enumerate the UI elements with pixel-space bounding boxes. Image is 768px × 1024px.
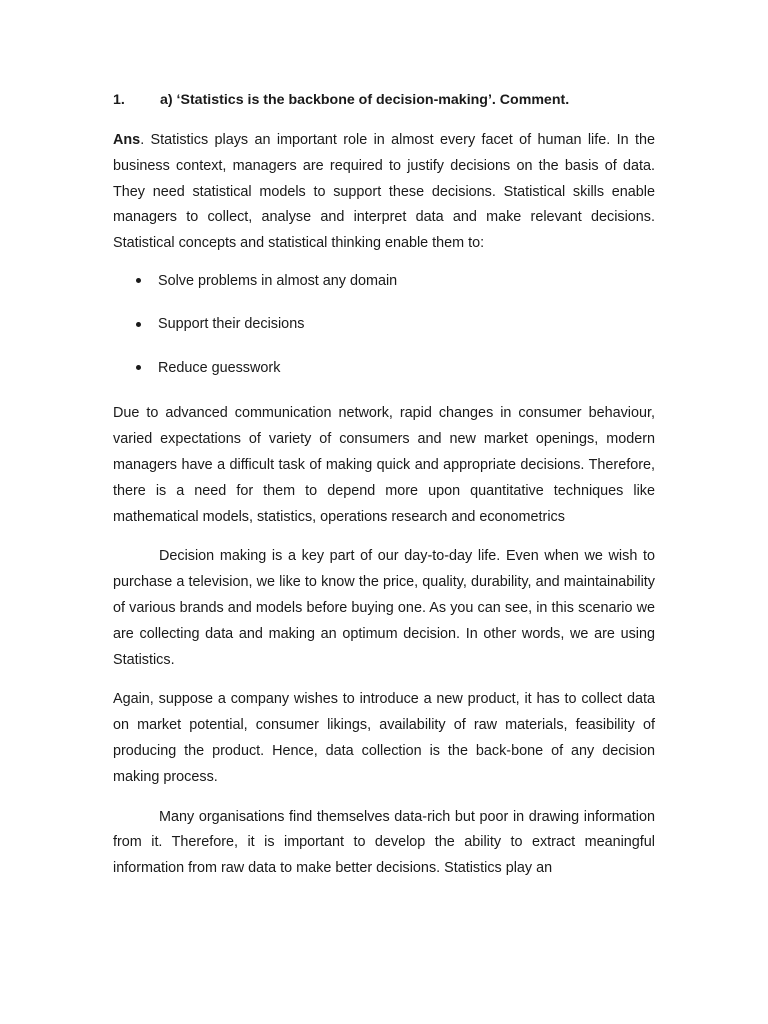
bullet-icon xyxy=(136,322,141,327)
body-paragraph: Decision making is a key part of our day-to-day life. Even when we wish to purchase a television, we like to know the price, quality, durability, and maintainability of various brands and models before buying one. As you can see, in this scenario we are collecting data and making an optimum decision. In other words, we are using Statistics. xyxy=(113,548,655,668)
answer-intro-paragraph xyxy=(113,128,655,257)
list-item-text: Reduce guesswork xyxy=(158,359,281,376)
question-heading xyxy=(113,90,655,110)
list-item-text: Solve problems in almost any domain xyxy=(158,272,398,289)
list-item xyxy=(113,358,655,378)
body-paragraph: Due to advanced communication network, rapid changes in consumer behaviour, varied expectations of variety of consumers and new market openings, modern managers have a difficult task of making quick and appropriate decisions. Therefore, there is a need for them to depend more upon quantitative techniques like mathematical models, statistics, operations research and econometrics xyxy=(113,405,655,525)
bullet-icon xyxy=(136,365,141,370)
question-text: a) ‘Statistics is the backbone of decision-making’. Comment. xyxy=(160,92,570,108)
list-item xyxy=(113,314,655,334)
body-paragraph: Many organisations find themselves data-rich but poor in drawing information from it. Therefore, it is important to develop the ability to extract meaningful information from raw data to make better decisions. Statistics play an xyxy=(113,808,655,877)
question-number: 1. xyxy=(113,92,125,108)
answer-intro-text: . Statistics plays an important role in almost every facet of human life. In the business context, managers are required to justify decisions on the basis of data. They need statistical models to support these decisions. Statistical skills enable managers to collect, analyse and interpret data and make relevant decisions. Statistical concepts and statistical thinking enable them to: xyxy=(113,132,655,252)
bullet-list xyxy=(113,271,655,378)
list-item xyxy=(113,271,655,291)
body-paragraph: Again, suppose a company wishes to introduce a new product, it has to collect data on market potential, consumer likings, availability of raw materials, feasibility of producing the product. Hence, data collection is the back-bone of any decision making process. xyxy=(113,691,655,785)
list-item-text: Support their decisions xyxy=(158,316,305,333)
answer-label: Ans xyxy=(113,132,141,148)
document-page xyxy=(113,90,655,896)
bullet-icon xyxy=(136,278,141,283)
